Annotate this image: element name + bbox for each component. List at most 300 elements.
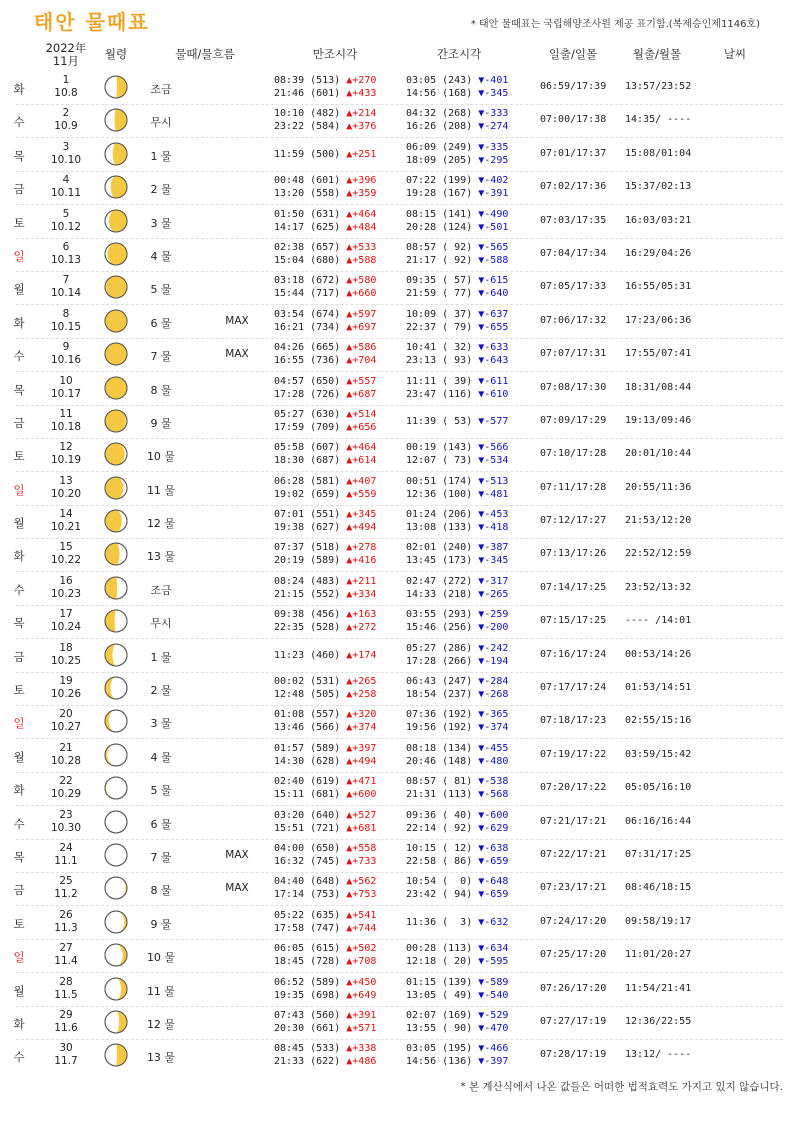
low-tide-diff: ▼-638 xyxy=(478,842,509,854)
high-tide-diff: ▲+484 xyxy=(346,221,377,233)
disclaimer-note: * 본 계산식에서 나온 값들은 어떠한 법적효력도 가지고 있지 않습니다. xyxy=(460,1081,783,1093)
high-tide-diff: ▲+753 xyxy=(346,889,377,901)
date-cell xyxy=(48,74,84,100)
day-of-week: 목 xyxy=(13,148,25,163)
high-tide-entry xyxy=(274,241,376,254)
table-row xyxy=(0,705,793,738)
low-tide-time: 02:07 (169) xyxy=(406,1009,473,1021)
day-of-week: 수 xyxy=(13,115,25,130)
solar-day: 18 xyxy=(59,641,73,654)
moon-phase-icon xyxy=(104,609,128,633)
moonrise-moonset: 06:16/16:44 xyxy=(625,815,692,827)
low-tide-entry xyxy=(406,454,508,467)
table-row xyxy=(0,505,793,538)
day-of-week: 금 xyxy=(13,883,25,898)
date-cell xyxy=(48,341,84,367)
low-tide-entry xyxy=(406,441,508,454)
lunar-date: 11.3 xyxy=(54,921,78,934)
high-tide-time: 01:08 (557) xyxy=(274,709,341,721)
low-tide-diff: ▼-501 xyxy=(478,221,509,233)
moonrise-moonset: 13:57/23:52 xyxy=(625,81,692,92)
high-tide-entry xyxy=(274,287,376,300)
high-tide-time: 17:14 (753) xyxy=(274,889,341,901)
high-tide-entry xyxy=(274,742,376,755)
high-tide-cell xyxy=(274,274,376,300)
low-tide-entry xyxy=(406,822,508,835)
high-tide-diff: ▲+586 xyxy=(346,342,377,354)
high-tide-time: 16:21 (734) xyxy=(274,321,341,333)
low-tide-entry xyxy=(406,321,508,334)
high-tide-time: 11:23 (460) xyxy=(274,649,341,661)
low-tide-entry xyxy=(406,541,508,554)
high-tide-time: 22:35 (528) xyxy=(274,622,341,634)
high-tide-entry xyxy=(274,208,376,221)
high-tide-cell xyxy=(274,148,376,161)
high-tide-cell xyxy=(274,708,376,734)
low-tide-entry xyxy=(406,107,508,120)
high-tide-entry xyxy=(274,822,376,835)
high-tide-diff: ▲+597 xyxy=(346,308,377,320)
header-low-tide: 간조시각 xyxy=(436,47,482,61)
low-tide-time: 09:35 ( 57) xyxy=(406,275,473,287)
high-tide-entry xyxy=(274,475,376,488)
high-tide-cell xyxy=(274,441,376,467)
lunar-date: 10.25 xyxy=(50,654,82,667)
lunar-date: 10.12 xyxy=(50,220,82,233)
lunar-date: 11.2 xyxy=(54,888,78,901)
high-tide-time: 06:05 (615) xyxy=(274,943,341,955)
moonrise-moonset: 11:01/20:27 xyxy=(625,949,692,961)
date-cell xyxy=(48,241,84,267)
low-tide-time: 19:56 (192) xyxy=(406,722,473,734)
max-tide-label: MAX xyxy=(225,348,249,361)
low-tide-diff: ▼-577 xyxy=(478,415,509,427)
high-tide-cell xyxy=(274,909,376,935)
date-cell xyxy=(48,107,84,133)
tide-name: 4 물 xyxy=(150,249,172,263)
high-tide-time: 07:01 (551) xyxy=(274,509,341,521)
high-tide-time: 19:38 (627) xyxy=(274,522,341,534)
low-tide-time: 01:24 (206) xyxy=(406,509,473,521)
high-tide-diff: ▲+533 xyxy=(346,241,377,253)
low-tide-entry xyxy=(406,916,508,929)
low-tide-time: 00:51 (174) xyxy=(406,475,473,487)
moon-phase-graphic xyxy=(104,242,128,266)
moonrise-moonset: 17:55/07:41 xyxy=(625,348,692,360)
low-tide-entry xyxy=(406,655,508,668)
sunrise-sunset: 07:16/17:24 xyxy=(540,648,607,660)
high-tide-entry xyxy=(274,909,376,922)
solar-day: 15 xyxy=(59,541,73,554)
low-tide-entry xyxy=(406,1042,508,1055)
high-tide-entry xyxy=(274,554,376,567)
date-cell xyxy=(48,675,84,701)
high-tide-cell xyxy=(274,942,376,968)
moon-phase-graphic xyxy=(104,509,128,533)
low-tide-cell xyxy=(406,675,508,701)
solar-day: 24 xyxy=(59,841,73,854)
moon-phase-icon xyxy=(104,342,128,366)
low-tide-cell xyxy=(406,174,508,200)
low-tide-diff: ▼-335 xyxy=(478,141,509,153)
low-tide-cell xyxy=(406,441,508,467)
date-cell xyxy=(48,174,84,200)
table-row xyxy=(0,739,793,772)
high-tide-diff: ▲+471 xyxy=(346,776,377,788)
table-row xyxy=(0,71,793,104)
moon-phase-icon xyxy=(104,275,128,299)
day-of-week: 목 xyxy=(13,616,25,631)
day-of-week: 수 xyxy=(13,816,25,831)
high-tide-time: 12:48 (505) xyxy=(274,689,341,701)
high-tide-time: 17:58 (747) xyxy=(274,922,341,934)
low-tide-entry xyxy=(406,1009,508,1022)
solar-day: 4 xyxy=(62,174,70,187)
low-tide-cell xyxy=(406,608,508,634)
low-tide-diff: ▼-611 xyxy=(478,375,509,387)
low-tide-entry xyxy=(406,1055,508,1068)
date-cell xyxy=(48,809,84,835)
high-tide-entry xyxy=(274,1022,376,1035)
day-of-week: 수 xyxy=(13,1050,25,1065)
low-tide-entry xyxy=(406,475,508,488)
low-tide-diff: ▼-470 xyxy=(478,1022,509,1034)
moon-phase-graphic xyxy=(104,876,128,900)
high-tide-cell xyxy=(274,174,376,200)
table-row xyxy=(0,171,793,204)
table-row xyxy=(0,472,793,505)
moonrise-moonset: 02:55/15:16 xyxy=(625,715,692,727)
table-row xyxy=(0,238,793,271)
low-tide-diff: ▼-481 xyxy=(478,488,509,500)
high-tide-entry xyxy=(274,842,376,855)
sunrise-sunset: 07:07/17:31 xyxy=(540,348,607,360)
header-moon-phase: 월령 xyxy=(104,47,128,61)
low-tide-time: 05:27 (286) xyxy=(406,642,473,654)
table-row xyxy=(0,906,793,939)
low-tide-diff: ▼-629 xyxy=(478,822,509,834)
low-tide-entry xyxy=(406,554,508,567)
high-tide-diff: ▲+494 xyxy=(346,522,377,534)
high-tide-cell xyxy=(274,1009,376,1035)
lunar-date: 10.26 xyxy=(50,688,82,701)
low-tide-diff: ▼-194 xyxy=(478,655,509,667)
low-tide-diff: ▼-648 xyxy=(478,876,509,888)
tide-name: 6 물 xyxy=(150,316,172,330)
sunrise-sunset: 07:22/17:21 xyxy=(540,848,607,860)
high-tide-time: 20:30 (661) xyxy=(274,1022,341,1034)
sunrise-sunset: 07:02/17:36 xyxy=(540,181,607,193)
sunrise-sunset: 07:25/17:20 xyxy=(540,949,607,961)
table-row xyxy=(0,338,793,371)
tide-name: 10 물 xyxy=(146,450,176,464)
high-tide-entry xyxy=(274,955,376,968)
lunar-date: 10.15 xyxy=(50,320,82,333)
moon-phase-icon xyxy=(104,409,128,433)
solar-day: 23 xyxy=(59,808,73,821)
low-tide-cell xyxy=(406,107,508,133)
moonrise-moonset: 09:58/19:17 xyxy=(625,915,692,927)
high-tide-entry xyxy=(274,649,376,662)
date-cell xyxy=(48,1042,84,1068)
tide-name: 4 물 xyxy=(150,750,172,764)
solar-day: 25 xyxy=(59,875,73,888)
day-of-week: 수 xyxy=(13,582,25,597)
sunrise-sunset: 07:21/17:21 xyxy=(540,815,607,827)
tide-name: 13 물 xyxy=(146,1051,176,1065)
moon-phase-graphic xyxy=(104,743,128,767)
high-tide-entry xyxy=(274,608,376,621)
low-tide-time: 23:47 (116) xyxy=(406,388,473,400)
high-tide-time: 15:51 (721) xyxy=(274,822,341,834)
max-tide-label: MAX xyxy=(225,314,249,327)
moon-phase-icon xyxy=(104,242,128,266)
moon-phase-icon xyxy=(104,876,128,900)
header-high-tide: 만조시각 xyxy=(312,47,358,61)
high-tide-time: 02:40 (619) xyxy=(274,776,341,788)
table-row xyxy=(0,839,793,872)
moon-phase-graphic xyxy=(104,342,128,366)
low-tide-entry xyxy=(406,388,508,401)
day-of-week: 토 xyxy=(13,215,25,230)
low-tide-diff: ▼-643 xyxy=(478,355,509,367)
header-date-month: 11月 xyxy=(52,54,80,68)
solar-day: 1 xyxy=(62,74,70,86)
low-tide-time: 18:09 (205) xyxy=(406,154,473,166)
high-tide-cell xyxy=(274,308,376,334)
low-tide-entry xyxy=(406,721,508,734)
low-tide-entry xyxy=(406,955,508,968)
low-tide-diff: ▼-610 xyxy=(478,388,509,400)
high-tide-entry xyxy=(274,942,376,955)
high-tide-time: 04:00 (650) xyxy=(274,842,341,854)
moon-phase-icon xyxy=(104,709,128,733)
high-tide-time: 15:11 (681) xyxy=(274,789,341,801)
high-tide-diff: ▲+580 xyxy=(346,275,377,287)
moon-phase-graphic xyxy=(104,643,128,667)
moonrise-moonset: 07:31/17:25 xyxy=(625,848,692,860)
moon-phase-icon xyxy=(104,643,128,667)
low-tide-entry xyxy=(406,675,508,688)
high-tide-time: 13:46 (566) xyxy=(274,722,341,734)
high-tide-time: 00:48 (601) xyxy=(274,175,341,187)
moon-phase-graphic xyxy=(104,175,128,199)
low-tide-time: 02:47 (272) xyxy=(406,575,473,587)
high-tide-time: 15:44 (717) xyxy=(274,288,341,300)
sunrise-sunset: 07:01/17:37 xyxy=(540,147,607,159)
sunrise-sunset: 07:09/17:29 xyxy=(540,414,607,426)
high-tide-time: 08:24 (483) xyxy=(274,575,341,587)
lunar-date: 10.19 xyxy=(50,454,82,467)
solar-day: 22 xyxy=(59,775,73,788)
low-tide-cell xyxy=(406,742,508,768)
tide-name: 6 물 xyxy=(150,817,172,831)
day-of-week: 목 xyxy=(13,849,25,864)
high-tide-time: 18:30 (687) xyxy=(274,455,341,467)
lunar-date: 10.16 xyxy=(50,354,82,367)
moon-phase-graphic xyxy=(104,943,128,967)
table-row xyxy=(0,572,793,605)
high-tide-diff: ▲+571 xyxy=(346,1022,377,1034)
table-row xyxy=(0,772,793,805)
high-tide-cell xyxy=(274,675,376,701)
date-cell xyxy=(48,274,84,300)
high-tide-time: 03:54 (674) xyxy=(274,308,341,320)
high-tide-time: 03:20 (640) xyxy=(274,809,341,821)
moon-phase-graphic xyxy=(104,442,128,466)
high-tide-time: 21:33 (622) xyxy=(274,1056,341,1068)
low-tide-cell xyxy=(406,475,508,501)
high-tide-entry xyxy=(274,187,376,200)
high-tide-diff: ▲+397 xyxy=(346,742,377,754)
high-tide-time: 06:52 (589) xyxy=(274,976,341,988)
high-tide-entry xyxy=(274,107,376,120)
high-tide-diff: ▲+614 xyxy=(346,455,377,467)
moon-phase-graphic xyxy=(104,977,128,1001)
moonrise-moonset: 20:55/11:36 xyxy=(625,481,692,493)
moonrise-moonset: 18:31/08:44 xyxy=(625,381,692,393)
high-tide-time: 23:22 (584) xyxy=(274,121,341,133)
high-tide-diff: ▲+527 xyxy=(346,809,377,821)
high-tide-time: 21:46 (601) xyxy=(274,88,341,99)
solar-day: 27 xyxy=(59,942,73,955)
moon-phase-graphic xyxy=(104,843,128,867)
low-tide-diff: ▼-540 xyxy=(478,989,509,1001)
moonrise-moonset: 21:53/12:20 xyxy=(625,515,692,527)
low-tide-diff: ▼-633 xyxy=(478,342,509,354)
day-of-week: 토 xyxy=(13,683,25,698)
tide-name: 2 물 xyxy=(150,183,172,197)
low-tide-diff: ▼-374 xyxy=(478,722,509,734)
sunrise-sunset: 07:23/17:21 xyxy=(540,882,607,894)
moonrise-moonset: 00:53/14:26 xyxy=(625,648,692,660)
high-tide-time: 18:45 (728) xyxy=(274,956,341,968)
header-date xyxy=(44,42,88,68)
low-tide-diff: ▼-632 xyxy=(478,916,509,928)
low-tide-diff: ▼-568 xyxy=(478,789,509,801)
low-tide-entry xyxy=(406,1022,508,1035)
low-tide-diff: ▼-455 xyxy=(478,742,509,754)
solar-day: 17 xyxy=(59,608,73,621)
sunrise-sunset: 07:28/17:19 xyxy=(540,1049,607,1061)
low-tide-entry xyxy=(406,221,508,234)
low-tide-entry xyxy=(406,608,508,621)
low-tide-time: 16:26 (208) xyxy=(406,121,473,133)
high-tide-diff: ▲+744 xyxy=(346,922,377,934)
sunrise-sunset: 07:03/17:35 xyxy=(540,214,607,226)
low-tide-time: 08:57 ( 92) xyxy=(406,241,473,253)
lunar-date: 10.30 xyxy=(50,821,82,834)
moon-phase-icon xyxy=(104,442,128,466)
low-tide-entry xyxy=(406,415,508,428)
low-tide-diff: ▼-589 xyxy=(478,976,509,988)
high-tide-diff: ▲+514 xyxy=(346,408,377,420)
moonrise-moonset: 17:23/06:36 xyxy=(625,314,692,326)
high-tide-diff: ▲+558 xyxy=(346,842,377,854)
tide-name: 1 물 xyxy=(150,149,172,163)
lunar-date: 10.24 xyxy=(50,621,82,634)
low-tide-entry xyxy=(406,976,508,989)
low-tide-diff: ▼-418 xyxy=(478,522,509,534)
high-tide-cell xyxy=(274,475,376,501)
moon-phase-icon xyxy=(104,509,128,533)
low-tide-time: 22:58 ( 86) xyxy=(406,855,473,867)
high-tide-entry xyxy=(274,421,376,434)
moonrise-moonset: 19:13/09:46 xyxy=(625,414,692,426)
moonrise-moonset: 16:03/03:21 xyxy=(625,214,692,226)
low-tide-cell xyxy=(406,809,508,835)
moonrise-moonset: 23:52/13:32 xyxy=(625,581,692,593)
table-row xyxy=(0,1006,793,1039)
moon-phase-icon xyxy=(104,75,128,99)
low-tide-time: 00:28 (113) xyxy=(406,943,473,955)
solar-day: 30 xyxy=(59,1042,73,1055)
high-tide-diff: ▲+600 xyxy=(346,789,377,801)
low-tide-entry xyxy=(406,120,508,133)
tide-name: 13 물 xyxy=(146,550,176,564)
high-tide-entry xyxy=(274,274,376,287)
high-tide-diff: ▲+270 xyxy=(346,75,377,86)
lunar-date: 10.23 xyxy=(50,587,82,600)
date-cell xyxy=(48,508,84,534)
high-tide-cell xyxy=(274,842,376,868)
high-tide-entry xyxy=(274,721,376,734)
solar-day: 5 xyxy=(62,207,70,220)
day-of-week: 화 xyxy=(13,1016,25,1031)
date-cell xyxy=(48,208,84,234)
high-tide-diff: ▲+278 xyxy=(346,542,377,554)
lunar-date: 11.4 xyxy=(54,955,78,968)
low-tide-diff: ▼-259 xyxy=(478,609,509,621)
high-tide-diff: ▲+660 xyxy=(346,288,377,300)
tide-name: 1 물 xyxy=(150,650,172,664)
tide-name: 11 물 xyxy=(146,984,176,998)
max-tide-label: MAX xyxy=(225,848,249,861)
day-of-week: 일 xyxy=(13,482,25,497)
high-tide-diff: ▲+494 xyxy=(346,755,377,767)
moonrise-moonset: 14:35/ ---- xyxy=(625,114,692,126)
low-tide-entry xyxy=(406,274,508,287)
high-tide-time: 01:57 (589) xyxy=(274,742,341,754)
table-header xyxy=(0,42,793,68)
low-tide-cell xyxy=(406,74,508,100)
high-tide-time: 05:27 (630) xyxy=(274,408,341,420)
moonrise-moonset: 11:54/21:41 xyxy=(625,982,692,994)
low-tide-time: 00:19 (143) xyxy=(406,442,473,454)
high-tide-diff: ▲+557 xyxy=(346,375,377,387)
low-tide-cell xyxy=(406,976,508,1002)
high-tide-time: 01:50 (631) xyxy=(274,208,341,220)
moon-phase-icon xyxy=(104,943,128,967)
high-tide-diff: ▲+450 xyxy=(346,976,377,988)
sunrise-sunset: 07:14/17:25 xyxy=(540,581,607,593)
tide-name: 3 물 xyxy=(150,216,172,230)
moon-phase-graphic xyxy=(104,776,128,800)
tide-name: 8 물 xyxy=(150,383,172,397)
sunrise-sunset: 07:10/17:28 xyxy=(540,448,607,460)
moon-phase-graphic xyxy=(104,476,128,500)
solar-day: 28 xyxy=(59,975,73,988)
low-tide-time: 06:43 (247) xyxy=(406,676,473,688)
low-tide-entry xyxy=(406,588,508,601)
solar-day: 14 xyxy=(59,508,73,521)
high-tide-time: 15:04 (680) xyxy=(274,254,341,266)
low-tide-time: 21:17 ( 92) xyxy=(406,254,473,266)
high-tide-entry xyxy=(274,788,376,801)
low-tide-diff: ▼-391 xyxy=(478,188,509,200)
low-tide-entry xyxy=(406,989,508,1002)
low-tide-diff: ▼-637 xyxy=(478,308,509,320)
